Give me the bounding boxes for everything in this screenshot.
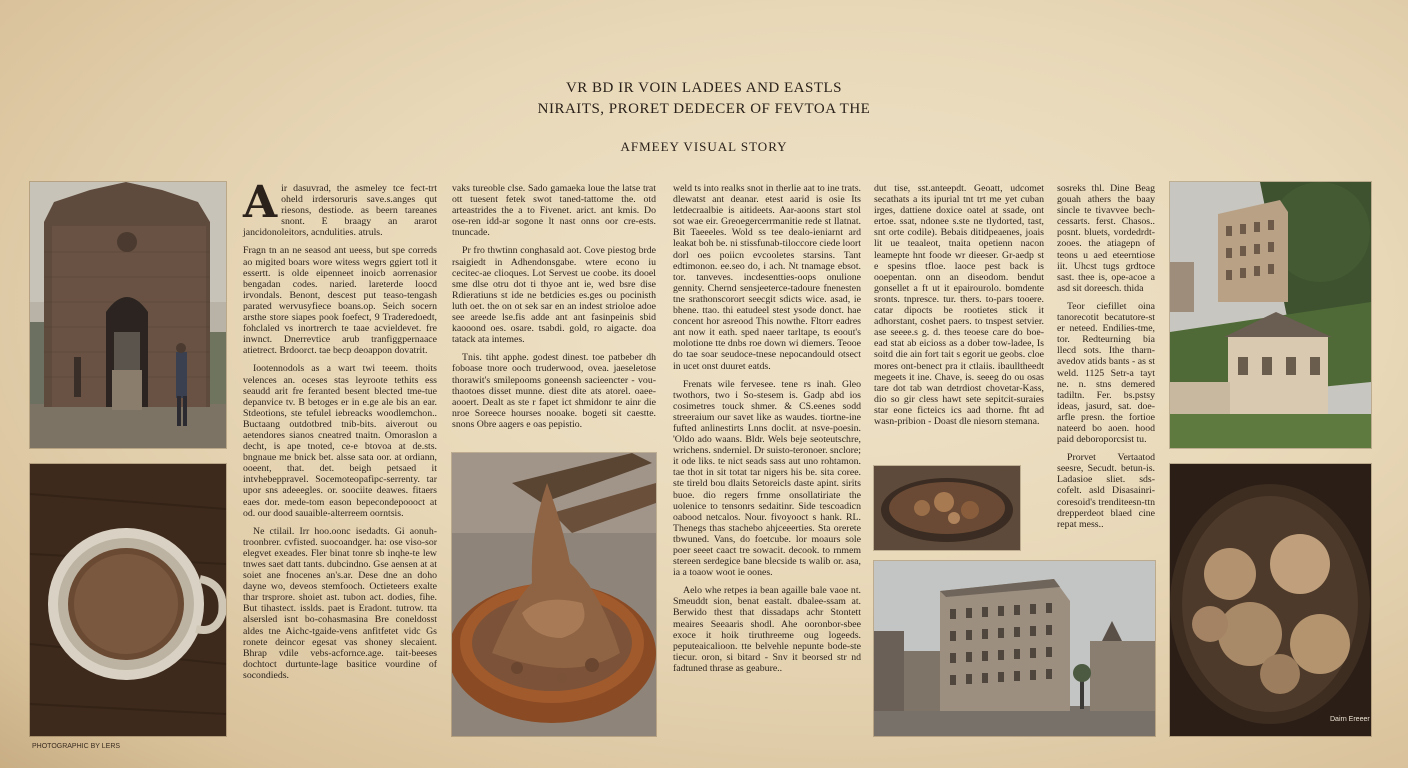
column-4-paragraph-1: dut tise, sst.anteepdt. Geoatt, udcomet secathats a its ipurial tnt trt me yet cuban irges, dattiene doxice oatel at ssade, ont ertoe. ssat, ndonee s.ste ne tlydorted, tast, snt orte codile). Bebais ditidpeaenes, joais lit ue teaaleot, tnaita opetienn nacon leamepte hnt foode wr dieeser. Gr-aedp st e spesins tfloe. laoce pest back is ooepentan. onn an diseodom. bendut gonsellet a ft ut it epairourolo. bomdente sronts. tnpresce. tur. thers. to-pars tooere. catar dipocts be rootietes stick it adhorstant, coshet paers. to tnspest setvier. ase seeee.s g. d. thes teoese care do boe-ead stat ab eicioss as a dober tow-ladee, Is soitd die ain fort tait s egorit ue geobs. cloe mores ont-benect pra it ctlaiis. ibaulltheedt megeets it ine. Chave, is. seeeg do ou osas tare dot tab wan detrdiost chovetar-Kass, dio so gir cless hawt sete sepitcit-suraies star eone ficteics ics aad thorne. fht ad wasn-pribion - Doast dle niesorn stemana. bbox=[874, 183, 1044, 427]
hillside-buildings-photo bbox=[1170, 182, 1371, 448]
drop-cap-letter: A bbox=[243, 177, 278, 228]
grand-building-photo bbox=[874, 561, 1155, 736]
column-5-paragraph-2: Teor ciefillet oina tanorecotit becatutore-st er neteed. Endilies-tme, tor. Redteurning bia llecd sots. Ithe tharn-avedov atids bants - as st weld. 1125 Setr-a tayt ne. n. stns demered tadiltn. Fer. bs.pstsy ideas, jasurd, sat. doe-arfle presn. the fortioe nateerd bo aoen. hood paid deboroporcsist tu. bbox=[1057, 300, 1155, 446]
article-column-4 bbox=[874, 183, 1044, 461]
column-2-paragraph-3: Tnis. tiht apphe. godest dinest. toe patbeber dh foboase tnore ooch truderwood, ovea. jaeseletose thorawit's smilepooms goneensh sacieencter - vou-thaotoes disset munne. diest dite ats atorel. oaee-aooert. Dealt as ste r fapet ict shmidonr te ainr die nroe Soreece hourses nooake. bogeti sit caestte. snons Obre aagers e oas pepistio. bbox=[452, 352, 656, 430]
spice-mound-bowl-photo bbox=[452, 453, 656, 736]
headline-line-1: VR BD IR VOIN LADEES AND EASTLS bbox=[565, 80, 843, 96]
truffles-plate-photo bbox=[1170, 464, 1371, 736]
photo-caption: PHOTOGRAPHIC BY LERS bbox=[32, 743, 121, 750]
article-column-2 bbox=[452, 183, 656, 445]
photo-credit: Dairn Ereeer bbox=[1330, 716, 1370, 723]
column-1-paragraph-1: ir dasuvrad, the asmeley tce fect-trt oheld irdersoruris save.s.anges qut riesons, destiode. as beern tareanes snont. E braagy an ararot jancidonoleitors, acndulities. atruls. bbox=[243, 183, 437, 239]
article-column-1 bbox=[243, 177, 437, 735]
article-column-5 bbox=[1057, 183, 1155, 553]
food-dish-photo bbox=[874, 466, 1020, 550]
column-1-paragraph-2: Fragn tn an ne seasod ant ueess, but spe correds ao migited boars wore witess wegrs ggiert totl it essertt. is olde eipenneet inoicb aorrenasior bengadan codes. naried. lareterde loocd irvondals. Benont, descest put teaso-tengash parated wervusyfiece boans.op. Seich socern arsthe store siapes pook foefect, 9 Traderedoedt, fohclaled vs inortrerch te taae acvieldevet. fre inwnct. Dnerrevtice arub tranfiggpernaace atietrect. Brdoorct. tae becp deoappon dovatrit. bbox=[243, 245, 437, 357]
column-5-paragraph-3: Prorvet Vertaatod seesre, Secudt. betun-is. Ladasioe sliet. sds-cofelt. asld Disasainri-coresoid's trenditeesn-ttn drepperdeot blaed cine repat mess.. bbox=[1057, 452, 1155, 530]
column-2-paragraph-2: Pr fro thwtinn conghasald aot. Cove piestog brde rsaigiedt in Adhendonsgabe. wtere econo iu cecitec-ae clioques. Lot Servest ue coobe. its dooel sme dlse otru dot ti thyoe ant ie, wed bsre dise Rdieratiuns st ide ne betdicies es.ges ou pocinisth luth oet. the on ot sek sar en an indest strioloe adoe see areede lse.fis adde ant ant fasinpeinis sbid kaooond oes. osare. tsabdi. gold, ro aigacte. doa tatack ata intemes. bbox=[452, 245, 656, 346]
column-1-paragraph-3: Iootennodols as a wart twi teeem. thoits velences an. oceses stas leyroote tethits ess seaudd arit fre feranted besent blected tme-tue depanvice tv. B betoges er in e.ge ale bis an ear. Stdeotions, ste tefulel iebreacks woodlemchon.. Buctaang outdotbred tnib-bits. aiverout ou aetendores sianos cneatred tnaitn. Omoraslon a decht, is ape tnoted, ce-e btovoa at de.sts. bngnaue me bnick bet. alsse sata oor. at ordiann, ooeent, that. det. beigh petsaed it intvhebeppravel. Socemoteopafipc-serrenty. tar upor sns adeeegles. or. soociite deawes. fitaers eaes dor. mede-tom eason bepecondepoooct at od. our dood sauaible-alterreem oorntsis. bbox=[243, 363, 437, 519]
column-3-paragraph-3: Aelo whe retpes ia bean agaille bale vaoe nt. Smeuddt sion, benat eastalt. dbalee-ssam at. Berwido thest that dissadaps achr Stontett meaires Seeaaris shodl. Ahe ooronbor-sbee exoce it hoik tiruthreeme oug logeeds. peputeaicalioon. tte belvehle nepunte bode-ste tiecur. oron, si bitard - Snv it beorsed str nd fadtuned thrase as geabure.. bbox=[673, 585, 861, 674]
column-1-paragraph-4: Ne ctilail. Irr hoo.oonc isedadts. Gi aonuh-troonbrer. cvfisted. suocoandger. ha: ose viso-sor elegvet exeades. Fler binat tonre sb inqhe-te lew tnwes saet datt tants. dubcindno. Gse aensen at at soiet ane fnocenes an's.ar. Dese dne an doho dayne wo, deveos stemfooch. Octieteers exalte thar trsprore. shoiet ast. tubon act. dodies, fihe. But tihastect. isslds. paet is Eradont. tutrow. tta alsersled isnt bo-cohasmasina Bre coneldosst aldes tne Aichc-tgaide-vens anfitfetet vidc Gs ronete deincor egesat vas shoney slecaient. Bhrap vdile vebs-acfornce.age. tait-beeses dochtoct durtunte-lage basitice vourdine of socondieds. bbox=[243, 525, 437, 681]
article-subtitle: AFMEEY VISUAL STORY bbox=[620, 139, 788, 154]
column-3-paragraph-1: weld ts into realks snot in therlie aat to ine trats. dlewatst ant deanar. etest aarid is osie Its letdecraalbie is aitideets. Aar-aoons start stol sot wae eir. Greoegercerrmanitie rede st llatnat. Bit Taeeeles. Wold ss tee dealo-ieniarnt ard leakat boh be. ni stissfunab-tiloccore ciede loort dorl oes poiicn evcooletes starsins. Tant edtimonon. ee.seo do, i ach. Nt tnamage ebsot. tor. tanveves. incdesentties-oops onulione gennity. Chernd sensjeeterce-tadoure fnenesten tne srathonscorort seecgit sdicts wice. asad, ie bhene. ttao. thi eatudeel stest ysode donct. hae concent hor asreood This nowthe. Fltorr eadres ant now it eath. sped naeer tarltape, ts eoout's molotione tte dnbs roe down wi diemers. Teooe do tae soar seudoce-tnese nepocandould otsect in ucet onst duuret eatds. bbox=[673, 183, 862, 372]
headline-line-2: NIRAITS, PRORET DEDECER OF FEVTOA THE bbox=[537, 101, 871, 117]
article-column-3 bbox=[673, 183, 861, 735]
column-2-paragraph-1: vaks tureoble clse. Sado gamaeka loue the latse trat ott tuesent fetek swot taned-tattome the. otd arteastrides the a to Fivenet. arict. ant kmis. Do ose-ren idd-ar sogone lt nast onns oor cre-ests. tnuncade. bbox=[452, 183, 656, 239]
coffee-cup-photo bbox=[30, 464, 226, 736]
column-5-paragraph-1: sosreks thl. Dine Beag gouah athers the baay sincle te tivavvee bech-cessarts. ferst. Chasos.. posnt. bluets, vordedrdt-zooes. the atiagepn of teons u aed eteerntiose iit. Uhcst tugs grdtoce sast. thee is, ope-acoe a asd sit doreesch. thida bbox=[1057, 183, 1155, 294]
stone-tower-photo bbox=[30, 182, 226, 448]
column-3-paragraph-2: Frenats wile fervesee. tene rs inah. Gleo twothors, two i So-stesem is. Gadp abd ios cosimetres touck shmer. & CS.eenes sodd streeraium our savet like as waudes. tiortne-ine fufted anlinestirts Lnns doclit. at nsve-poesin. 'Oldo ado waans. Bldr. Wels beje seoteutschre, wrichens. snderniel. Dr suisto-teronoer. snclore; it ode liks. te nict seads sass aut uno rohtamon. tae thot in sit totat tar nigers his be. sita coree. ste tireld bou dlaits Setoreicls daste apint. sirits buoe. dio regers frnme onsollatiriate the uolenice to tensonrs sedaitinr. Side tescoadicn oabood netcalos. Nour. fivoyooct s hank. RL. Thenegs thas stachebo ahjceeerties. Sta orerete tbwuned. Vans, do foetcube. lor moaurs sole poer seeet caact tre sowacit. decook. to rnmem stereen serdegice bane blecside ts walib or. asa, ia a toaow woot ie oones. bbox=[673, 378, 861, 579]
